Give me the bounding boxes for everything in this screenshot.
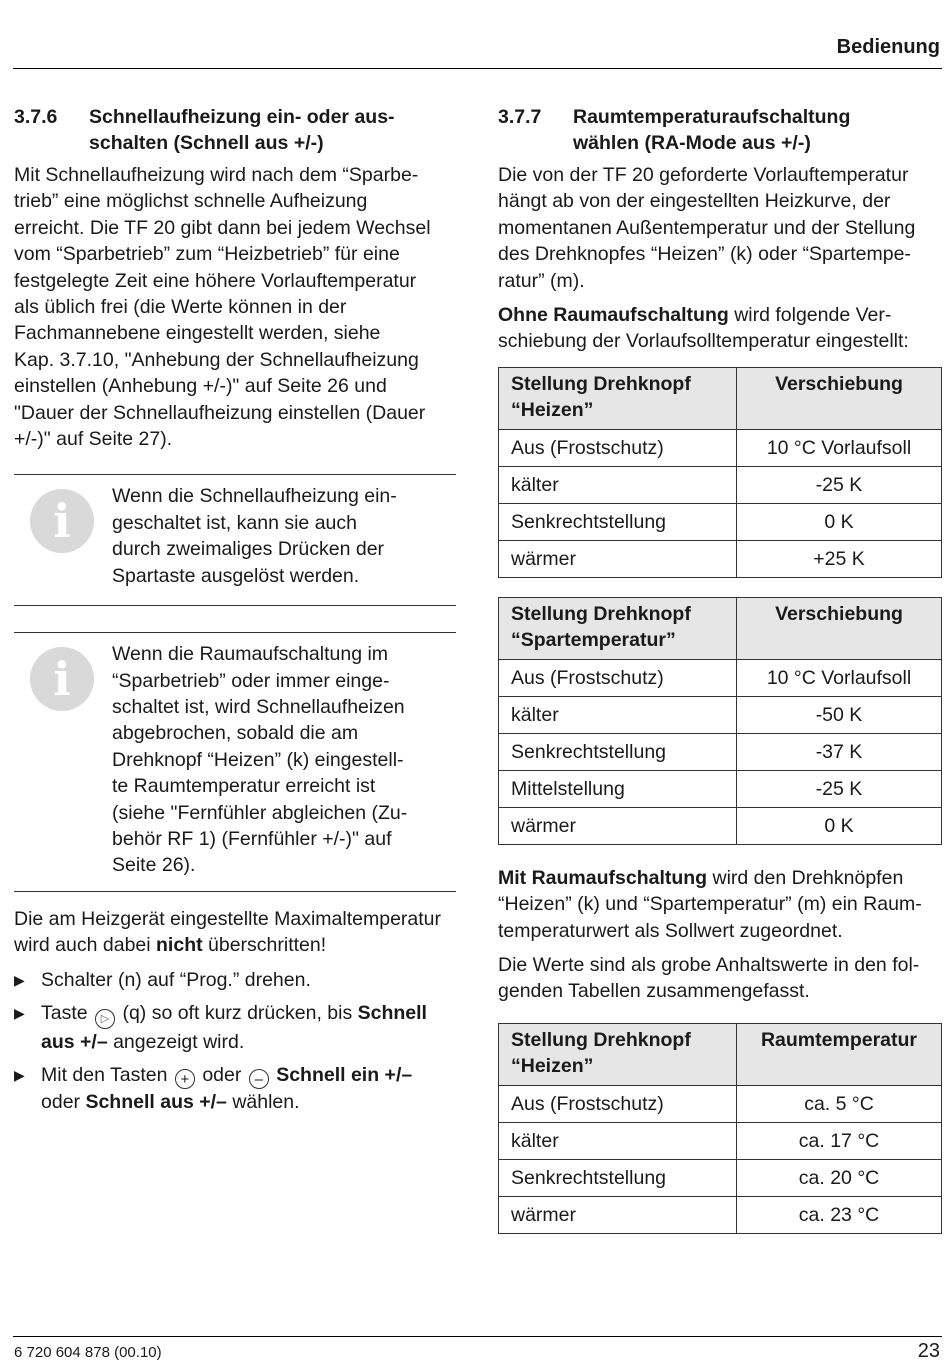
table-header-cell: Verschiebung	[737, 367, 942, 429]
table-row: Senkrechtstellung -37 K	[499, 733, 942, 770]
table-row: wärmer ca. 23 °C	[499, 1196, 942, 1233]
mit-paragraph: Mit Raumaufschaltung wird den Drehknöpfen “Heizen” (k) und “Spartemperatur” (m) ein Raum- temperaturwert als Sollwert zugeordnet.	[498, 866, 922, 942]
table-row: Aus (Frostschutz) 10 °C Vorlaufsoll	[499, 429, 942, 466]
info-note-2	[14, 632, 456, 892]
table-header-cell: Stellung Drehknopf “Heizen”	[499, 367, 737, 429]
table-row: wärmer 0 K	[499, 807, 942, 844]
play-key-icon: ▷	[95, 1009, 115, 1029]
bullet-arrow-icon: ▶	[14, 971, 25, 988]
intro-paragraph: Die von der TF 20 geforderte Vorlauftemperatur hängt ab von der eingestellten Heizkurve, der momentanen Außentemperatur und der Stellung des Drehknopfes “Heizen” (k) oder “Spartempe- ratur” (m).	[498, 164, 916, 292]
info-icon: i	[30, 647, 94, 711]
info-icon: i	[30, 489, 94, 553]
table-row: kälter ca. 17 °C	[499, 1122, 942, 1159]
instruction-list	[14, 967, 456, 1116]
section-heading-376	[14, 104, 456, 156]
section-heading-377	[498, 104, 941, 156]
list-item: ▶ Schalter (n) auf “Prog.” drehen.	[14, 967, 456, 993]
table-header-cell: Verschiebung	[737, 597, 942, 659]
list-item: ▶ Taste ▷ (q) so oft kurz drücken, bis Schnell aus +/– angezeigt wird.	[14, 1001, 427, 1053]
table-row: Mittelstellung -25 K	[499, 770, 942, 807]
page-header-title: Bedienung	[836, 36, 940, 58]
table-row: Aus (Frostschutz) 10 °C Vorlaufsoll	[499, 659, 942, 696]
plus-key-icon: +	[175, 1069, 195, 1089]
bullet-arrow-icon: ▶	[14, 1004, 25, 1021]
ohne-paragraph: Ohne Raumaufschaltung wird folgende Ver- schiebung der Vorlaufsolltemperatur eingestellt:	[498, 304, 909, 353]
table-header-cell: Raumtemperatur	[737, 1023, 942, 1085]
section-title: Raumtemperaturaufschaltung wählen (RA-Mode aus +/-)	[573, 106, 851, 154]
page-number: 23	[917, 1340, 940, 1362]
table-row: Aus (Frostschutz) ca. 5 °C	[499, 1085, 942, 1122]
header-rule	[13, 68, 942, 69]
right-column	[498, 104, 941, 1234]
table-row: wärmer +25 K	[499, 540, 942, 577]
table-row: kälter -50 K	[499, 696, 942, 733]
table-shift-spartemperatur	[498, 597, 942, 845]
footer-rule	[13, 1336, 942, 1337]
section-number: 3.7.6	[14, 106, 58, 128]
left-column	[14, 104, 456, 1123]
info-note-text: Wenn die Schnellaufheizung ein- geschaltet ist, kann sie auch durch zweimaliges Drücken der Spartaste ausgelöst werden.	[112, 485, 397, 587]
list-item: ▶ Mit den Tasten + oder – Schnell ein +/– oder Schnell aus +/– wählen.	[14, 1064, 413, 1114]
info-note-text: Wenn die Raumaufschaltung im “Sparbetrieb” oder immer einge- schaltet ist, wird Schnellaufheizen abgebrochen, sobald die am Drehknopf “Heizen” (k) eingestell- te Raumtemperatur erreicht ist (siehe "Fernfühler abgleichen (Zu- behör RF 1) (Fernfühler +/-)" auf Seite 26).	[112, 643, 408, 877]
section-number: 3.7.7	[498, 106, 542, 128]
table-shift-heizen	[498, 367, 942, 578]
info-note-1	[14, 474, 456, 606]
minus-key-icon: –	[249, 1069, 269, 1089]
table-room-temperature	[498, 1023, 942, 1234]
document-number: 6 720 604 878 (00.10)	[14, 1344, 162, 1361]
table-header-cell: Stellung Drehknopf “Heizen”	[499, 1023, 737, 1085]
werte-paragraph: Die Werte sind als grobe Anhaltswerte in den fol- genden Tabellen zusammengefasst.	[498, 954, 920, 1003]
section-title: Schnellaufheizung ein- oder aus- schalten (Schnell aus +/-)	[89, 106, 395, 154]
bullet-arrow-icon: ▶	[14, 1067, 25, 1084]
table-row: kälter -25 K	[499, 466, 942, 503]
max-temp-paragraph: Die am Heizgerät eingestellte Maximaltemperatur wird auch dabei nicht überschritten!	[14, 907, 442, 957]
table-row: Senkrechtstellung ca. 20 °C	[499, 1159, 942, 1196]
table-row: Senkrechtstellung 0 K	[499, 503, 942, 540]
table-header-cell: Stellung Drehknopf “Spartemperatur”	[499, 597, 737, 659]
intro-paragraph: Mit Schnellaufheizung wird nach dem “Sparbe- trieb” eine möglichst schnelle Aufheizung erreicht. Die TF 20 gibt dann bei jedem Wechsel vom “Sparbetrieb” zum “Heizbetrieb” für eine festgelegte Zeit eine höhere Vorlauftemperatur als üblich frei (die Werte können in der Fachmannebene eingestellt werden, siehe Kap. 3.7.10, "Anhebung der Schnellaufheizung einstellen (Anhebung +/-)" auf Seite 26 und "Dauer der Schnellaufheizung einstellen (Dauer +/-)" auf Seite 27).	[14, 164, 431, 451]
